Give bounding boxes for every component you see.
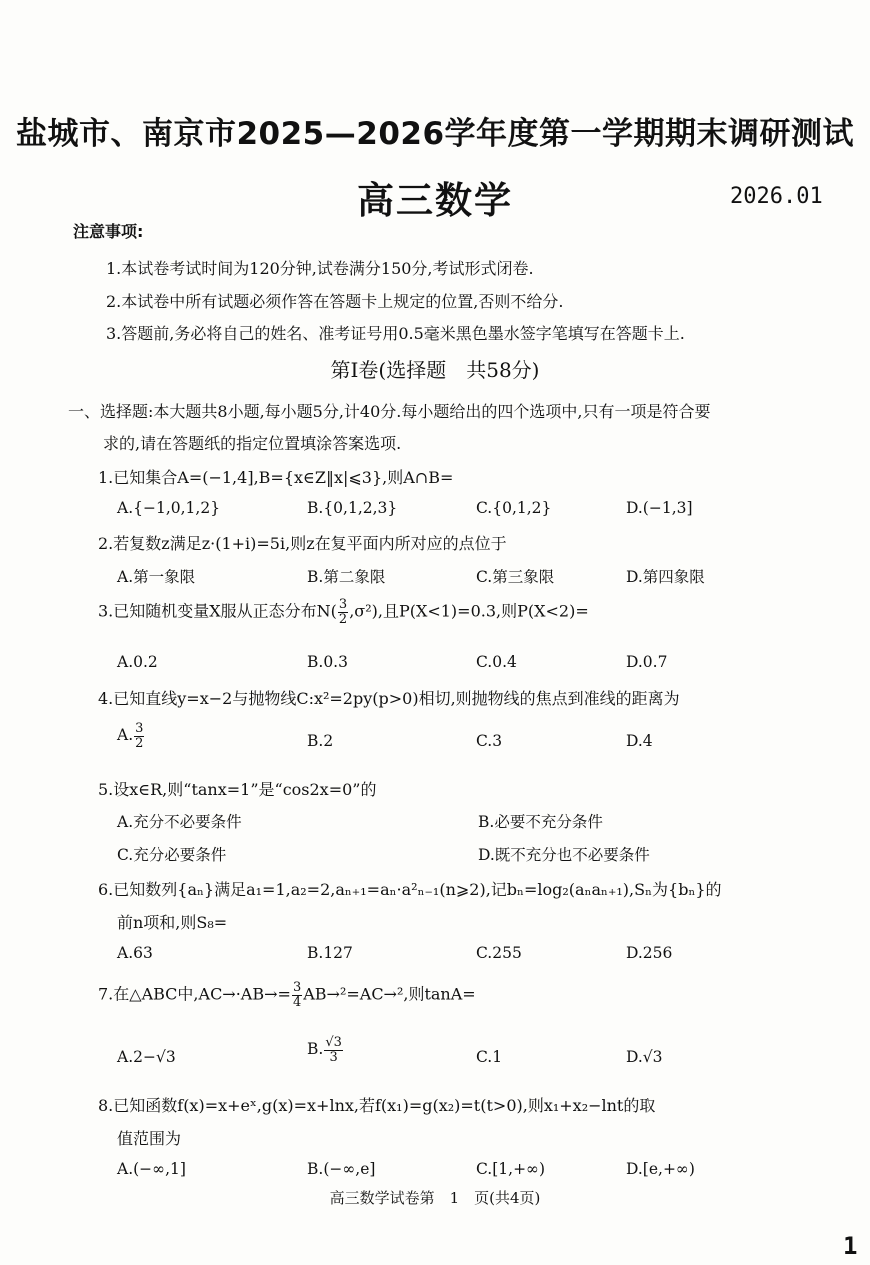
question-7-option-a: A.2−√3 — [117, 1048, 176, 1066]
question-1-stem: 1.已知集合A=(−1,4],B={x∈Z‖x|⩽3},则A∩B= — [98, 468, 454, 487]
question-2-stem: 2.若复数z满足z·(1+i)=5i,则z在复平面内所对应的点位于 — [98, 534, 507, 553]
exam-date: 2026.01 — [730, 184, 823, 209]
part-instructions-cont: 求的,请在答题纸的指定位置填涂答案选项. — [103, 434, 402, 453]
fraction — [134, 722, 144, 750]
question-8-stem-cont: 值范围为 — [117, 1129, 182, 1148]
fraction-numerator: √3 — [325, 1035, 342, 1050]
fraction-denominator: 4 — [292, 994, 302, 1010]
question-4-stem: 4.已知直线y=x−2与抛物线C:x²=2py(p>0)相切,则抛物线的焦点到准线的距离为 — [98, 689, 680, 708]
notice-heading: 注意事项: — [73, 222, 144, 241]
question-3-option-b: B.0.3 — [307, 653, 348, 671]
question-7-option-c: C.1 — [476, 1048, 503, 1066]
question-2-option-b: B.第二象限 — [307, 568, 386, 586]
question-5-stem: 5.设x∈R,则“tanx=1”是“cos2x=0”的 — [98, 780, 377, 799]
notice-item: 1.本试卷考试时间为120分钟,试卷满分150分,考试形式闭卷. — [106, 259, 534, 278]
question-2-option-d: D.第四象限 — [626, 568, 705, 586]
question-3-stem — [98, 598, 589, 626]
question-1-option-b: B.{0,1,2,3} — [307, 499, 398, 517]
fraction-denominator: 3 — [329, 1049, 338, 1065]
question-7-option-b — [307, 1036, 344, 1064]
fraction-numerator: 3 — [338, 597, 348, 612]
question-5-option-c: C.充分必要条件 — [117, 846, 227, 864]
question-5-option-d: D.既不充分也不必要条件 — [478, 846, 650, 864]
page-footer: 高三数学试卷第 1 页(共4页) — [329, 1189, 541, 1207]
question-7-stem-a: 7.在△ABC中,AC→·AB→= — [98, 984, 291, 1004]
question-8-option-b: B.(−∞,e] — [307, 1160, 376, 1178]
question-1-option-d: D.(−1,3] — [626, 499, 693, 517]
question-6-stem: 6.已知数列{aₙ}满足a₁=1,a₂=2,aₙ₊₁=aₙ·a²ₙ₋₁(n⩾2),记bₙ=log₂(aₙaₙ₊₁),Sₙ为{bₙ}的 — [98, 880, 722, 899]
question-7-stem-b: AB→²=AC→²,则tanA= — [303, 984, 476, 1004]
question-4-option-b: B.2 — [307, 732, 334, 750]
question-3-stem-b: ,σ²),且P(X<1)=0.3,则P(X<2)= — [349, 601, 589, 621]
question-3-option-a: A.0.2 — [117, 653, 158, 671]
part-instructions: 一、选择题:本大题共8小题,每小题5分,计40分.每小题给出的四个选项中,只有一项是符合要 — [68, 402, 711, 421]
fraction-denominator: 2 — [338, 611, 348, 627]
question-5-option-b: B.必要不充分条件 — [478, 813, 603, 831]
fraction — [292, 981, 302, 1009]
question-7-option-d: D.√3 — [626, 1048, 663, 1066]
question-4-option-c: C.3 — [476, 732, 503, 750]
question-5-option-a: A.充分不必要条件 — [117, 813, 242, 831]
question-8-stem: 8.已知函数f(x)=x+eˣ,g(x)=x+lnx,若f(x₁)=g(x₂)=t(t>0),则x₁+x₂−lnt的取 — [98, 1096, 656, 1115]
fraction — [324, 1036, 343, 1064]
fraction — [338, 598, 348, 626]
page-number: 1 — [843, 1232, 858, 1260]
question-6-stem-cont: 前n项和,则S₈= — [117, 913, 228, 932]
question-6-option-a: A.63 — [117, 944, 153, 962]
question-8-option-a: A.(−∞,1] — [117, 1160, 186, 1178]
fraction-denominator: 2 — [135, 735, 144, 751]
question-8-option-d: D.[e,+∞) — [626, 1160, 695, 1178]
subject-title: 高三数学 — [357, 179, 513, 222]
question-4-option-d: D.4 — [626, 732, 653, 750]
question-1-option-a: A.{−1,0,1,2} — [117, 499, 221, 517]
question-8-option-c: C.[1,+∞) — [476, 1160, 546, 1178]
question-6-option-b: B.127 — [307, 944, 353, 962]
fraction-numerator: 3 — [135, 721, 144, 736]
question-7-option-b-prefix: B. — [307, 1040, 324, 1059]
question-3-option-c: C.0.4 — [476, 653, 517, 671]
question-6-option-d: D.256 — [626, 944, 673, 962]
question-4-option-a — [117, 722, 145, 750]
notice-item: 3.答题前,务必将自己的姓名、准考证号用0.5毫米黑色墨水签字笔填写在答题卡上. — [106, 324, 685, 343]
fraction-numerator: 3 — [292, 980, 302, 995]
question-2-option-c: C.第三象限 — [476, 568, 555, 586]
question-1-option-c: C.{0,1,2} — [476, 499, 552, 517]
exam-title: 盐城市、南京市2025—2026学年度第一学期期末调研测试 — [15, 116, 855, 152]
question-3-option-d: D.0.7 — [626, 653, 668, 671]
question-4-option-a-prefix: A. — [117, 726, 134, 745]
section-title: 第Ⅰ卷(选择题 共58分) — [330, 358, 540, 382]
notice-item: 2.本试卷中所有试题必须作答在答题卡上规定的位置,否则不给分. — [106, 292, 564, 311]
question-6-option-c: C.255 — [476, 944, 522, 962]
question-2-option-a: A.第一象限 — [117, 568, 196, 586]
question-7-stem — [98, 981, 476, 1009]
question-3-stem-a: 3.已知随机变量X服从正态分布N( — [98, 601, 337, 621]
